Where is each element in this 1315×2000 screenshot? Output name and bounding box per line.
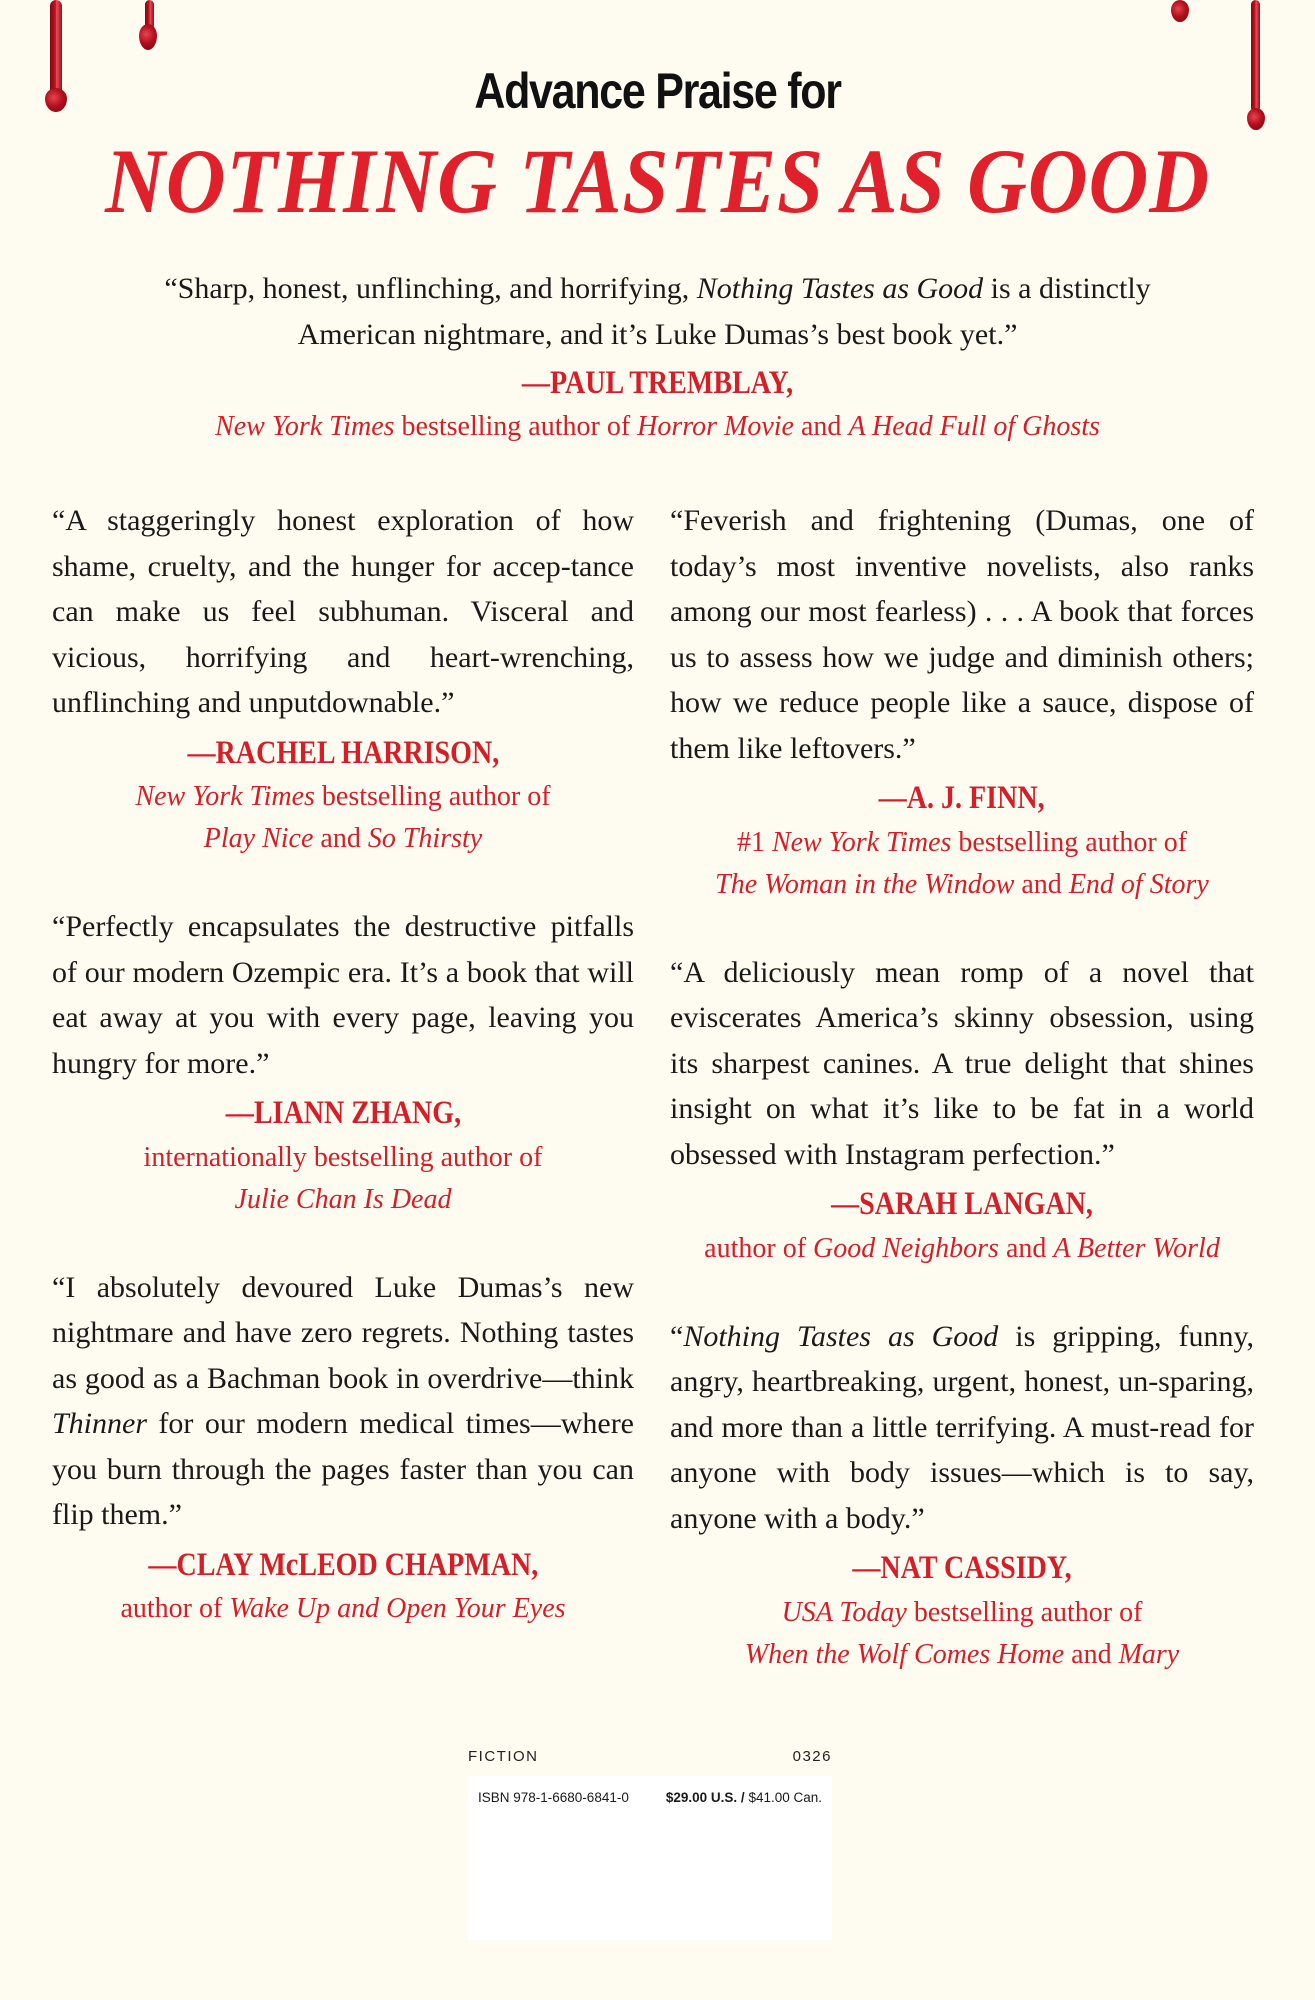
praise-quote (670, 1314, 1254, 1542)
credit-part: Julie Chan Is Dead (234, 1183, 452, 1215)
credit-part: internationally bestselling author of (143, 1141, 543, 1173)
featured-quote (110, 266, 1205, 358)
credit-part: and (794, 411, 849, 442)
author-credit (670, 822, 1254, 864)
author-credit (52, 1588, 634, 1630)
credit-part: bestselling author of (394, 411, 638, 442)
credit-part: Play Nice (203, 823, 314, 854)
author-name: —CLAY McLEOD CHAPMAN, (148, 1546, 538, 1583)
author-credit (52, 776, 634, 818)
praise-block (670, 950, 1254, 1270)
book-title: NOTHING TASTES AS GOOD (105, 130, 1210, 232)
price (666, 1790, 822, 1805)
author-credit (670, 1228, 1254, 1270)
praise-quote (52, 1265, 634, 1538)
author-credit (52, 818, 634, 860)
credit-part: End of Story (1068, 868, 1209, 900)
credit-part: bestselling author of (906, 1596, 1143, 1628)
code-label: 0326 (792, 1748, 832, 1765)
praise-attribution (670, 1181, 1254, 1270)
advance-praise-heading: Advance Praise for (474, 63, 841, 119)
credit-part: and (1014, 868, 1069, 900)
praise-quote (52, 498, 634, 726)
featured-quote-text-b: is a distinctly American nightmare, and it’s Luke Dumas’s best book yet.” (297, 272, 1151, 351)
credit-part: The Woman in the Window (715, 868, 1015, 900)
credit-part: New York Times (771, 826, 952, 858)
author-name: —NAT CASSIDY, (852, 1550, 1072, 1586)
quote-part: “Perfectly encapsulates the destructive pitfalls of our modern Ozempic era. It’s a book that will eat away at you with every page, leaving you hungry for more.” (52, 910, 634, 1080)
praise-attribution (52, 730, 634, 861)
featured-author-name: —PAUL TREMBLAY, (521, 365, 794, 401)
barcode-box (468, 1776, 832, 1940)
praise-block (670, 1314, 1254, 1676)
quote-part: Nothing Tastes as Good (683, 1319, 999, 1353)
praise-block (52, 1265, 634, 1631)
credit-part: So Thirsty (367, 823, 483, 854)
credit-part: and (1064, 1638, 1119, 1670)
credit-part: A Head Full of Ghosts (848, 411, 1100, 442)
author-credit (670, 864, 1254, 906)
praise-block (52, 904, 634, 1221)
quote-part: “A staggeringly honest exploration of how shame, cruelty, and the hunger for accep-tance can make us feel subhuman. Visceral and vicious, horrifying and heart-wrenching, unflinching and unputdownable.” (52, 504, 634, 719)
credit-part: and (313, 823, 368, 854)
credit-part: bestselling author of (314, 781, 551, 812)
credit-part: author of (120, 1593, 230, 1624)
praise-attribution (670, 775, 1254, 906)
quote-part: “Feverish and frightening (Dumas, one of today’s most inventive novelists, also ranks among our most fearless) . . . A book that forces us to assess how we judge and diminish others; how we reduce people like a sauce, dispose of them like leftovers.” (670, 504, 1254, 765)
price-separator: / (737, 1790, 749, 1805)
featured-author-credit (0, 406, 1315, 448)
quote-part: “ (670, 1319, 684, 1353)
featured-quote-text-a: “Sharp, honest, unflinching, and horrifying, (164, 272, 697, 305)
credit-part: bestselling author of (951, 826, 1188, 858)
author-credit (670, 1592, 1254, 1634)
credit-part: Horror Movie (637, 411, 794, 442)
isbn-number: ISBN 978-1-6680-6841-0 (478, 1790, 629, 1805)
author-name: —SARAH LANGAN, (831, 1186, 1093, 1222)
credit-part: author of (704, 1232, 814, 1264)
price-can: $41.00 Can. (748, 1790, 822, 1805)
author-credit (52, 1179, 634, 1221)
right-column (670, 498, 1254, 1676)
praise-quote (52, 904, 634, 1086)
featured-quote-book-title: Nothing Tastes as Good (696, 272, 984, 305)
credit-part: #1 (736, 826, 772, 858)
credit-part: Mary (1118, 1638, 1180, 1670)
credit-part: and (998, 1232, 1054, 1264)
praise-attribution (52, 1090, 634, 1221)
price-us: $29.00 U.S. (665, 1790, 738, 1805)
credit-part: USA Today (781, 1596, 907, 1628)
author-credit (52, 1137, 634, 1179)
credit-part: When the Wolf Comes Home (744, 1638, 1065, 1670)
quote-part: “A deliciously mean romp of a novel that eviscerates America’s skinny obsession, using its sharpest canines. A true delight that shines insight on what it’s like to be fat in a world obsessed with Instagram perfection.” (670, 955, 1254, 1171)
credit-part: New York Times (135, 781, 315, 812)
praise-block (670, 498, 1254, 906)
praise-attribution (670, 1545, 1254, 1676)
author-credit (670, 1634, 1254, 1676)
quote-part: “I absolutely devoured Luke Dumas’s new nightmare and have zero regrets. Nothing tastes as good as a Bachman book in overdrive—think (52, 1270, 634, 1395)
credit-part: Wake Up and Open Your Eyes (229, 1593, 566, 1624)
quote-part: is gripping, funny, angry, heartbreaking, urgent, honest, un-sparing, and more than a little terrifying. A must-read for anyone with body issues—which is to say, anyone with a body.” (670, 1319, 1254, 1535)
quote-part: Thinner (52, 1407, 148, 1440)
praise-quote (670, 950, 1254, 1178)
featured-attribution (0, 360, 1315, 448)
author-name: —LIANN ZHANG, (225, 1095, 461, 1131)
credit-part: Good Neighbors (813, 1232, 999, 1264)
author-name: —A. J. FINN, (879, 780, 1045, 816)
credit-part: A Better World (1053, 1232, 1220, 1264)
praise-block (52, 498, 634, 860)
isbn-labels (468, 1748, 832, 1765)
author-name: —RACHEL HARRISON, (187, 734, 499, 771)
credit-part: New York Times (215, 411, 395, 442)
left-column (52, 498, 634, 1630)
praise-attribution (52, 1542, 634, 1631)
category-label: FICTION (468, 1748, 539, 1765)
quote-part: for our modern medical times—where you burn through the pages faster than you can flip them.” (52, 1407, 634, 1531)
praise-quote (670, 498, 1254, 771)
